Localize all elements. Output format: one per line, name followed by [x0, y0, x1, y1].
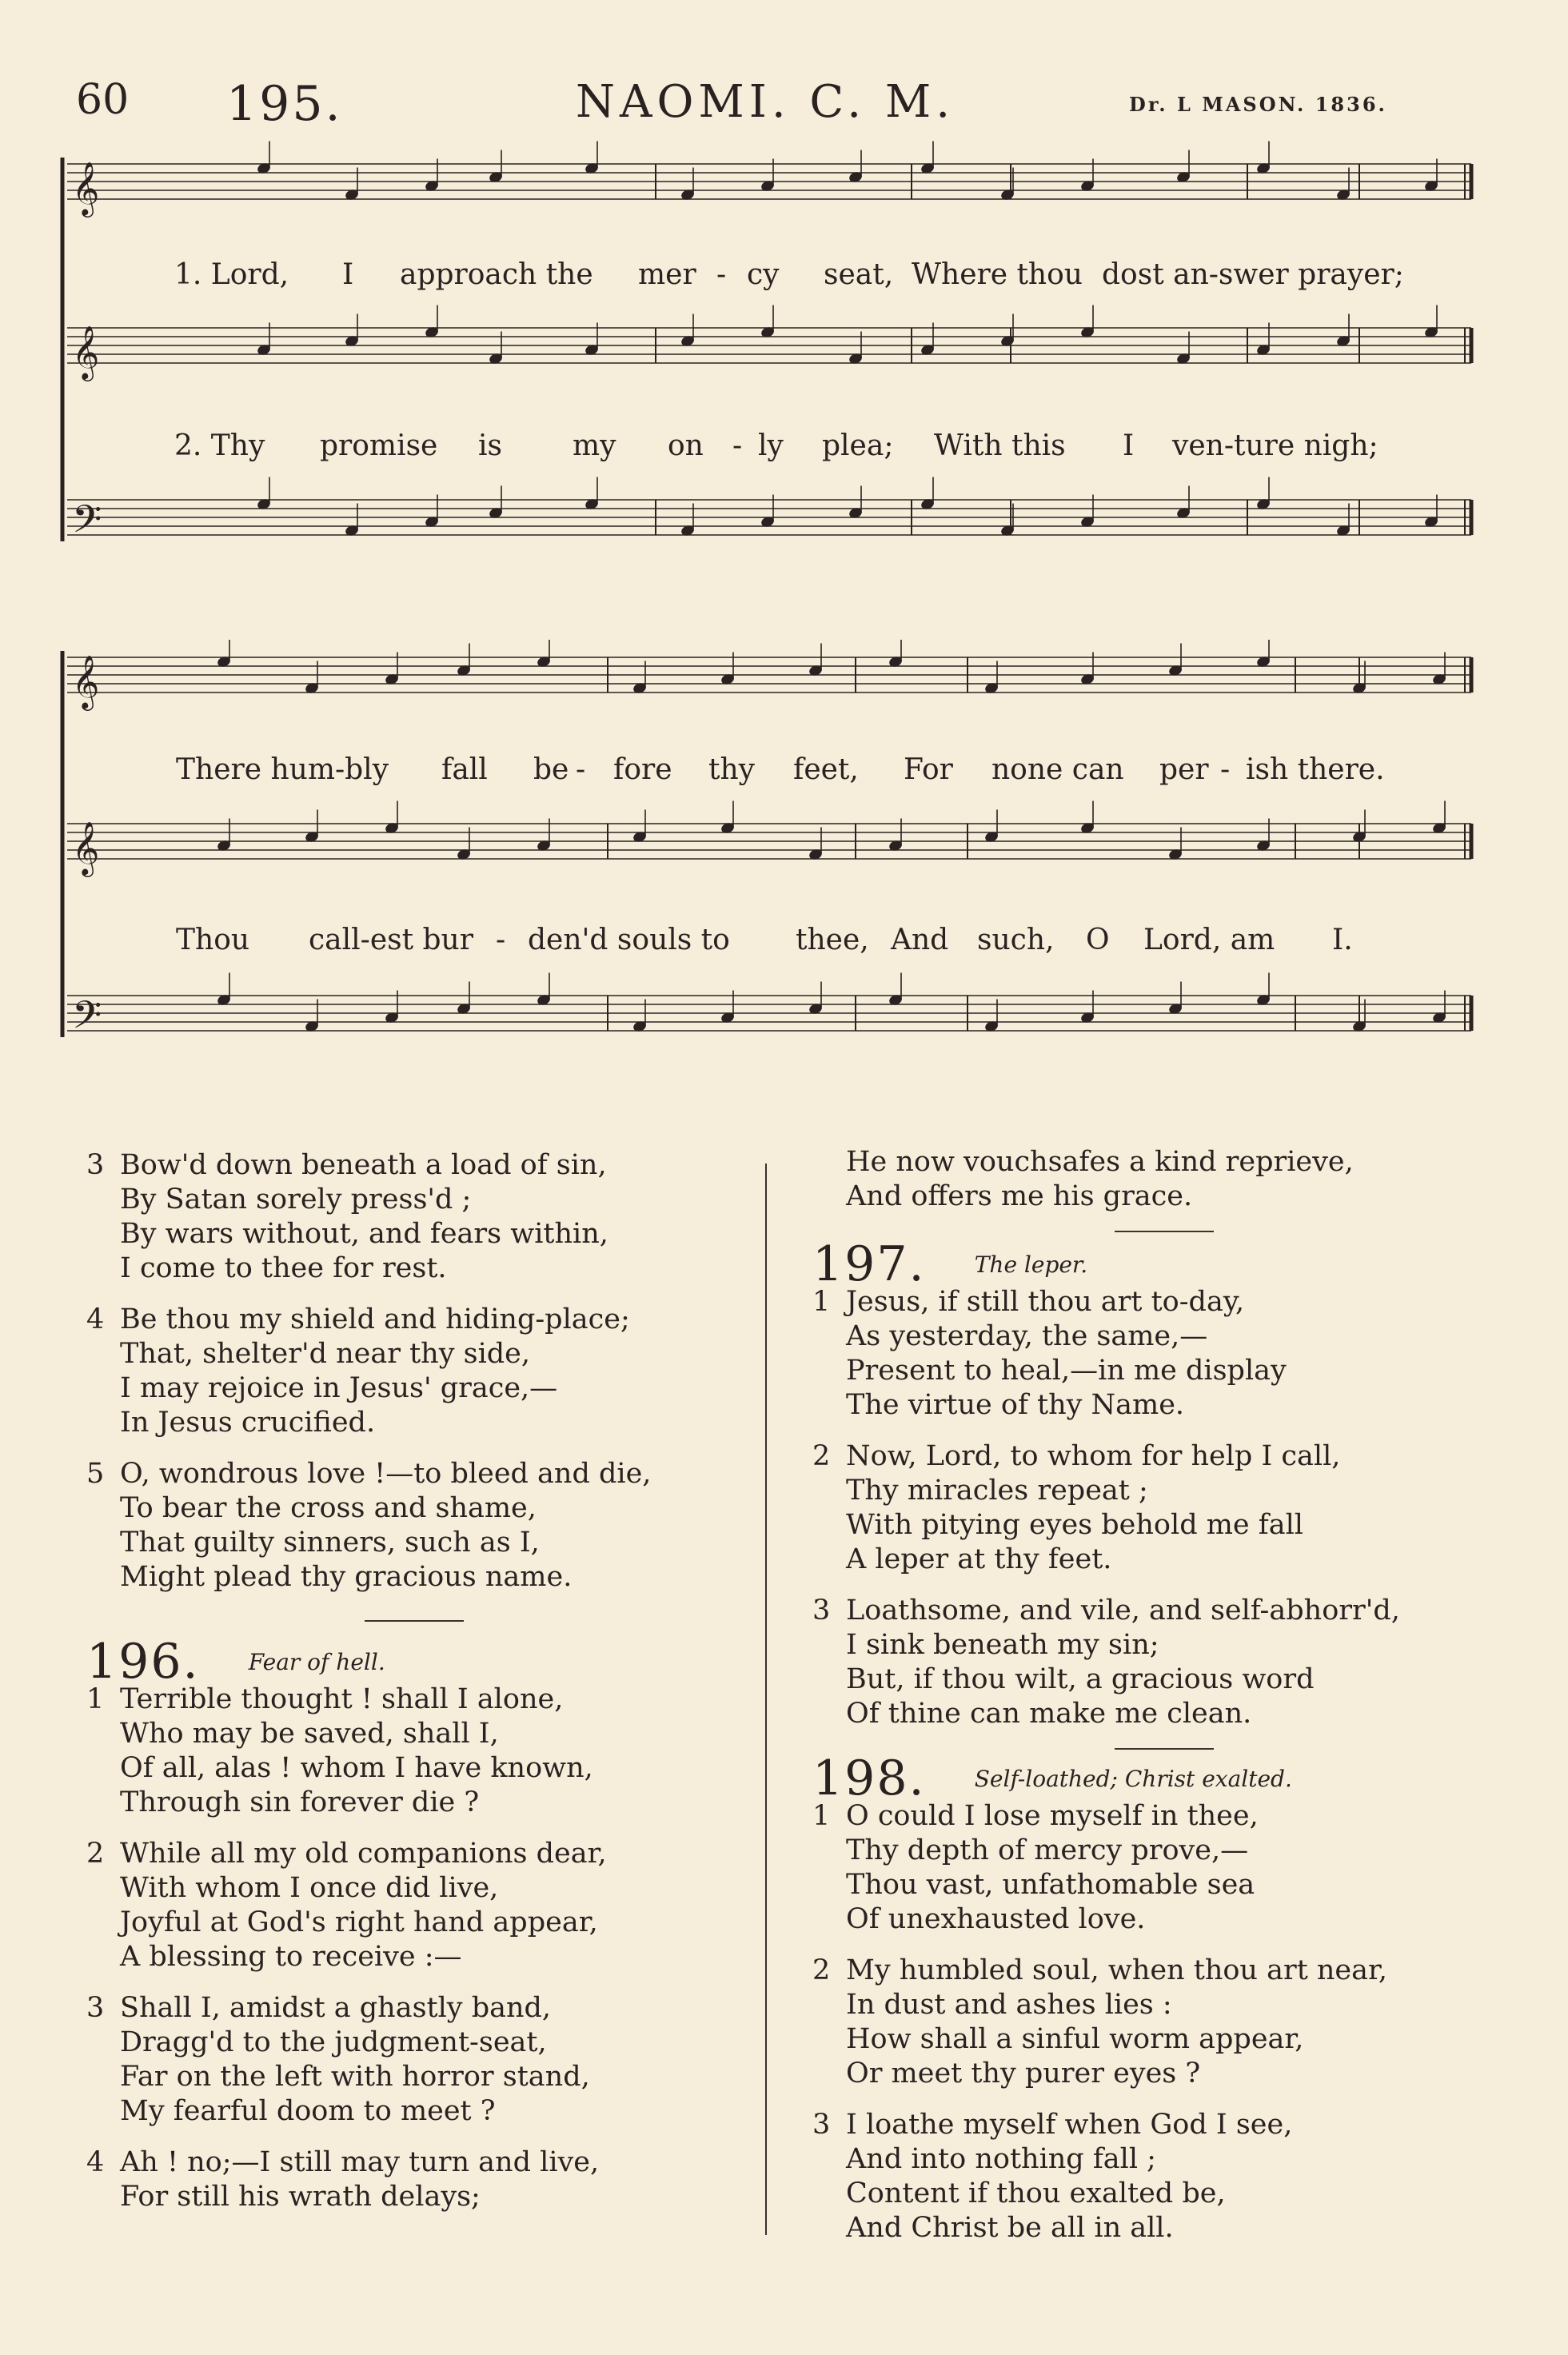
verse-number: 5 [86, 1458, 105, 1490]
bass-clef: 𝄢 [72, 992, 102, 1047]
lyric-syllable: I [1123, 429, 1135, 462]
verse-line [812, 2022, 1516, 2057]
verse-line-text: I may rejoice in Jesus' grace,— [120, 1372, 558, 1404]
page-number: 60 [76, 76, 130, 124]
verse-line: Be thou my shield and hiding-place; [120, 1303, 630, 1335]
verse-number: 1 [812, 1286, 831, 1318]
verse-number: 2 [86, 1838, 105, 1870]
lyric-syllable: on [668, 429, 704, 462]
lyric-syllable: promise [320, 429, 438, 462]
verse-line-text: Present to heal,—in me display [846, 1355, 1287, 1387]
verse-number: 4 [86, 1303, 105, 1335]
hymn-heading [86, 1634, 742, 1690]
lyric-syllable: none can [991, 753, 1124, 786]
lyric-syllable: ven-ture nigh; [1172, 429, 1378, 462]
verse-line-text: By wars without, and fears within, [120, 1218, 608, 1250]
lyric-syllable: - [496, 924, 506, 956]
verse-line: My humbled soul, when thou art near, [846, 1954, 1388, 1986]
verse-line: Ah ! no;—I still may turn and live, [120, 2146, 600, 2178]
lyric-syllable: I. [1332, 924, 1353, 956]
verse-line: Terrible thought ! shall I alone, [120, 1683, 564, 1715]
verse-line: And into nothing fall ; [846, 2143, 1156, 2175]
verse-line: Who may be saved, shall I, [120, 1718, 499, 1750]
verse-number: 3 [86, 1149, 105, 1181]
verse-line: And offers me his grace. [846, 1180, 1193, 1212]
verse-number: 4 [86, 2146, 105, 2178]
lyric-syllable: fall [441, 753, 488, 786]
lyric-syllable: feet, [793, 753, 859, 786]
lyric-syllable: dost an-swer prayer; [1102, 258, 1404, 291]
verse-line: To bear the cross and shame, [120, 1492, 537, 1524]
hymn-subtitle: Self-loathed; Christ exalted. [974, 1766, 1292, 1792]
verse-line: Now, Lord, to whom for help I call, [846, 1440, 1341, 1472]
verse-line: I come to thee for rest. [120, 1252, 447, 1284]
lyric-syllable: is [478, 429, 502, 462]
verse-line: I loathe myself when God I see, [846, 2109, 1293, 2141]
verse-line-text: He now vouchsafes a kind reprieve, [846, 1146, 1354, 1178]
verse-line-text: Far on the left with horror stand, [120, 2061, 590, 2093]
lyric-syllable: seat, [824, 258, 894, 291]
verse-line: Of thine can make me clean. [846, 1698, 1252, 1730]
hymn-separator [1115, 1231, 1214, 1232]
verse-number: 1 [86, 1683, 105, 1715]
verse-line: With whom I once did live, [120, 1872, 499, 1904]
verse-number: 1 [812, 1800, 831, 1832]
lyric-syllable: thee, [796, 924, 869, 956]
stanza [86, 1991, 742, 2129]
verse-line: For still his wrath delays; [120, 2181, 481, 2213]
lyric-syllable: - [576, 753, 586, 786]
verse-line: The virtue of thy Name. [846, 1389, 1185, 1421]
stanza [86, 1682, 742, 1820]
treble-clef: 𝄞 [72, 654, 100, 708]
stanza [812, 1799, 1516, 1937]
verse-line: That, shelter'd near thy side, [120, 1338, 531, 1370]
verse-number: 3 [86, 1992, 105, 2024]
treble-clef: 𝄞 [72, 161, 100, 215]
verse-line [86, 1906, 742, 1940]
verse-line: A leper at thy feet. [846, 1543, 1112, 1575]
verse-line: By Satan sorely press'd ; [120, 1183, 472, 1215]
verse-line [86, 1371, 742, 1406]
verse-line-text: But, if thou wilt, a gracious word [846, 1663, 1315, 1695]
verse-line [86, 2060, 742, 2094]
verse-line [86, 1526, 742, 1560]
verse-line [812, 1508, 1516, 1543]
column-divider [765, 1164, 767, 2235]
hymn-heading [812, 1750, 1516, 1806]
hymn-subtitle: Fear of hell. [248, 1649, 385, 1675]
lyric-syllable: den'd souls to [528, 924, 730, 956]
verse-line-text: Thou vast, unfathomable sea [846, 1869, 1255, 1901]
verse-line: Thy miracles repeat ; [846, 1475, 1148, 1507]
verse-line: Through sin forever die ? [120, 1786, 480, 1818]
staff-notation-2 [48, 640, 1479, 1088]
music-system-2 [48, 640, 1479, 1088]
lyric-syllable: cy [747, 258, 780, 291]
lyric-syllable: I [342, 258, 354, 291]
verse-line [86, 1751, 742, 1786]
lyric-syllable: per [1159, 753, 1209, 786]
composer-credit: Dr. L MASON. 1836. [1129, 93, 1387, 116]
verse-line: O could I lose myself in thee, [846, 1800, 1259, 1832]
hymn-heading [812, 1236, 1516, 1292]
lyric-syllable: 2. Thy [174, 429, 265, 462]
verse-line: Loathsome, and vile, and self-abhorr'd, [846, 1595, 1400, 1627]
stanza [812, 1439, 1516, 1577]
hymn-number: 198. [812, 1750, 926, 1806]
lyric-syllable: my [573, 429, 616, 462]
verse-line: Shall I, amidst a ghastly band, [120, 1992, 552, 2024]
verse-line-text: Joyful at God's right hand appear, [120, 1906, 598, 1938]
lyric-syllable: Lord, am [1143, 924, 1275, 956]
lyric-syllable: be [533, 753, 569, 786]
lyric-syllable: plea; [822, 429, 894, 462]
verse-line: My fearful doom to meet ? [120, 2095, 496, 2127]
treble-clef: 𝄞 [72, 820, 100, 875]
bass-clef: 𝄢 [72, 497, 102, 551]
verse-line-text: Content if thou exalted be, [846, 2177, 1226, 2209]
verse-number: 2 [812, 1440, 831, 1472]
lyric-syllable: O [1086, 924, 1110, 956]
verse-line-text: Of all, alas ! whom I have known, [120, 1752, 593, 1784]
verse-line: Of unexhausted love. [846, 1903, 1146, 1935]
hymn-separator [1115, 1748, 1214, 1750]
verse-line-text: With pitying eyes behold me fall [846, 1509, 1303, 1541]
stanza [86, 1303, 742, 1440]
stanza [86, 1837, 742, 1974]
verse-line: Thy depth of mercy prove,— [846, 1834, 1249, 1866]
verse-line: In Jesus crucified. [120, 1407, 376, 1439]
treble-clef: 𝄞 [72, 325, 100, 379]
lyric-syllable: ly [758, 429, 784, 462]
lyric-syllable: such, [977, 924, 1055, 956]
verse-number: 2 [812, 1954, 831, 1986]
right-column [812, 1145, 1516, 2262]
hymn-number: 197. [812, 1236, 926, 1292]
stanza [86, 1457, 742, 1595]
verse-line: Bow'd down beneath a load of sin, [120, 1149, 607, 1181]
stanza [812, 1954, 1516, 2091]
stanza [86, 2145, 742, 2214]
lyric-syllable: call-est bur [309, 924, 473, 956]
stanza-continuation [812, 1145, 1516, 1214]
verse-line: Dragg'd to the judgment-seat, [120, 2026, 547, 2058]
lyric-syllable: There hum-bly [176, 753, 389, 786]
left-column [86, 1148, 742, 2231]
verse-number: 3 [812, 2109, 831, 2141]
stanza [812, 2108, 1516, 2245]
verse-line [812, 1868, 1516, 1902]
verse-line: A blessing to receive :— [120, 1941, 462, 1973]
verse-number: 3 [812, 1595, 831, 1627]
lyric-syllable: For [904, 753, 953, 786]
tune-title: NAOMI. C. M. [576, 76, 956, 128]
verse-line: In dust and ashes lies : [846, 1989, 1172, 2021]
lyric-syllable: approach the [400, 258, 593, 291]
hymn-number: 195. [226, 76, 343, 132]
verse-line [812, 1354, 1516, 1388]
verse-line [812, 1145, 1516, 1179]
verse-line [86, 1217, 742, 1251]
stanza [812, 1285, 1516, 1423]
verse-line: While all my old companions dear, [120, 1838, 607, 1870]
verse-line: And Christ be all in all. [846, 2212, 1174, 2244]
lyric-syllable: Where thou [912, 258, 1083, 291]
hymn-subtitle: The leper. [974, 1251, 1088, 1278]
verse-line [812, 2177, 1516, 2211]
staff-notation-1 [48, 140, 1479, 588]
lyric-syllable: thy [708, 753, 755, 786]
lyric-syllable: - [732, 429, 743, 462]
stanza [86, 1148, 742, 1286]
music-system-1 [48, 140, 1479, 588]
hymn-separator [365, 1620, 464, 1622]
verse-line: I sink beneath my sin; [846, 1629, 1159, 1661]
lyric-syllable: Thou [176, 924, 250, 956]
lyric-syllable: mer [638, 258, 696, 291]
verse-line: Jesus, if still thou art to-day, [846, 1286, 1245, 1318]
verse-line: O, wondrous love !—to bleed and die, [120, 1458, 652, 1490]
verse-line: As yesterday, the same,— [846, 1320, 1208, 1352]
lyric-syllable: 1. Lord, [174, 258, 289, 291]
verse-line [812, 1662, 1516, 1697]
lyric-syllable: With this [934, 429, 1066, 462]
lyric-syllable: - [716, 258, 727, 291]
lyric-syllable: - [1220, 753, 1231, 786]
stanza [812, 1594, 1516, 1731]
verse-line: Might plead thy gracious name. [120, 1561, 573, 1593]
verse-line-text: How shall a sinful worm appear, [846, 2023, 1304, 2055]
verse-line-text: That guilty sinners, such as I, [120, 1527, 540, 1559]
lyric-syllable: fore [613, 753, 672, 786]
verse-line: Or meet thy purer eyes ? [846, 2058, 1201, 2090]
lyric-syllable: And [891, 924, 949, 956]
hymn-number: 196. [86, 1634, 200, 1690]
lyric-syllable: ish there. [1246, 753, 1385, 786]
